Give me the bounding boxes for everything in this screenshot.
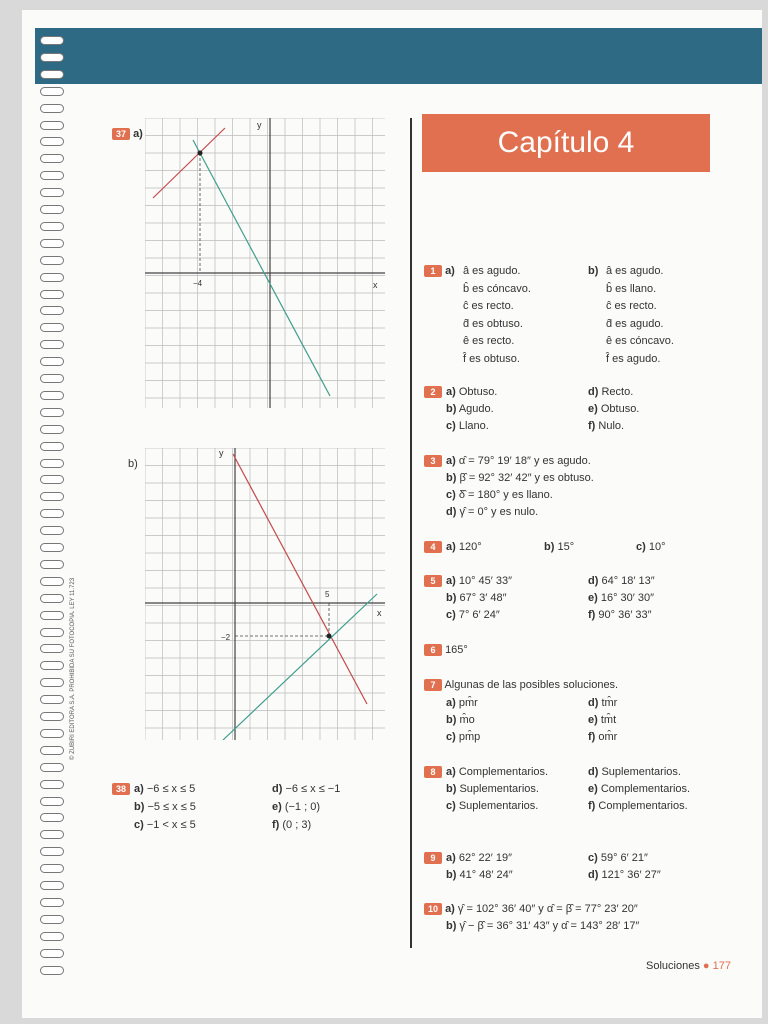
binding-ring [40,830,64,839]
binding-ring [40,813,64,822]
ex1-left-item: f̂ es obtuso. [463,352,520,365]
binding-ring [40,340,64,349]
binding-ring [40,104,64,113]
header-banner [35,28,762,84]
ex5-f: f) 90° 36′ 33″ [588,609,652,621]
binding-ring [40,594,64,603]
ex1-left-item: b̂ es cóncavo. [463,282,531,295]
ex38-c: c) −1 < x ≤ 5 [134,819,196,831]
ex9-number-wrap [424,852,442,864]
ex38-number: 38 [112,783,130,795]
ex2-d: d) Recto. [588,386,634,398]
binding-ring [40,425,64,434]
graph-a-y-label: y [257,120,262,130]
binding-ring [40,864,64,873]
binding-ring [40,712,64,721]
ex1-left-item: ĉ es recto. [463,300,514,312]
binding-ring [40,881,64,890]
binding-ring [40,797,64,806]
binding-ring [40,475,64,484]
ex1-right-item: b̂ es llano. [606,282,657,295]
ex1-left-item: ê es recto. [463,335,515,347]
binding-ring [40,678,64,687]
ex3-number: 3 [424,455,442,467]
ex3-number-wrap [424,455,442,467]
ex7-e: e) tm̂t [588,714,617,726]
ex2-a: a) Obtuso. [446,386,498,398]
binding-ring [40,374,64,383]
binding-ring [40,53,64,62]
ex8-f: f) Complementarios. [588,800,688,812]
ex2-f: f) Nulo. [588,420,625,432]
ex2-b: b) Agudo. [446,403,494,415]
graph-b-x-label: x [377,608,382,618]
binding-ring [40,492,64,501]
graph-a-red-line [153,128,225,198]
binding-ring [40,357,64,366]
binding-ring [40,526,64,535]
ex1-left-item: â es agudo. [463,265,521,277]
binding-ring [40,154,64,163]
ex38-number-wrap [112,783,130,795]
binding-ring [40,87,64,96]
binding-ring [40,644,64,653]
binding-ring [40,780,64,789]
ex8-number-wrap [424,766,442,778]
ex1-right-item: ê es cóncavo. [606,335,674,347]
ex5-d: d) 64° 18′ 13″ [588,575,655,587]
binding-ring [40,459,64,468]
ex10-a: 10 a) γ̂ = 102° 36′ 40″ y α̂ = β̂ = 77° 23′ 20″ [424,903,638,915]
chapter-title: Capítulo 4 [422,114,710,172]
graph-a-tick: −4 [193,279,203,288]
ex1-right-item: ĉ es recto. [606,300,657,312]
column-divider [410,118,412,948]
ex1-right-item: f̂ es agudo. [606,352,661,365]
ex4-number-wrap [424,541,442,553]
binding-ring [40,121,64,130]
ex4-number: 4 [424,541,442,553]
ex8-d: d) Suplementarios. [588,766,681,778]
ex2-number: 2 [424,386,442,398]
binding-ring [40,932,64,941]
ex10-number: 10 [424,903,442,915]
binding-ring [40,560,64,569]
graph-a [145,118,385,408]
ex9-number: 9 [424,852,442,864]
ex2-c: c) Llano. [446,420,489,432]
ex38-f: f) (0 ; 3) [272,819,312,831]
binding-ring [40,205,64,214]
ex8-c: c) Suplementarios. [446,800,539,812]
binding-ring [40,256,64,265]
ex6-number: 6 [424,644,442,656]
copyright-note: © ZUBIRI EDITORA S.A. PROHIBIDA SU FOTOCOPIA. LEY 11.723 [70,577,76,760]
binding-ring [40,763,64,772]
ex7-a: a) pm̂r [446,697,478,709]
graph-b-green-line [223,594,377,740]
ex1-right-item: d̂ es agudo. [606,317,664,330]
ex6: 6 165° [424,644,468,656]
binding-ring [40,70,64,79]
ex10-b: b) γ̂ − β̂ = 36° 31′ 43″ y α̂ = 143° 28′ 17″ [446,920,640,932]
ex1-number-wrap: 1 a) [424,265,455,277]
binding-ring [40,611,64,620]
binding-ring [40,323,64,332]
binding-ring [40,847,64,856]
binding-ring [40,222,64,231]
ex5-a: a) 10° 45′ 33″ [446,575,513,587]
ex5-number-wrap [424,575,442,587]
binding-ring [40,729,64,738]
graph-a-green-line [193,140,330,396]
ex1-number: 1 [424,265,442,277]
ex8-number: 8 [424,766,442,778]
ex8-e: e) Complementarios. [588,783,691,795]
ex38-d: d) −6 ≤ x ≤ −1 [272,783,341,795]
ex1-left-item: d̂ es obtuso. [463,317,523,330]
binding-ring [40,290,64,299]
ex3-c: c) δ̂ = 180° y es llano. [446,489,553,501]
binding-ring [40,239,64,248]
ex38-b: b) −5 ≤ x ≤ 5 [134,801,196,813]
binding-ring [40,273,64,282]
ex8-a: a) Complementarios. [446,766,549,778]
binding-ring [40,966,64,975]
ex37-number: 37 [112,128,130,140]
binding-ring [40,628,64,637]
ex1-right-item: â es agudo. [606,265,664,277]
ex9-b: b) 41° 48′ 24″ [446,869,513,881]
binding-ring [40,898,64,907]
ex9-c: c) 59° 6′ 21″ [588,852,648,864]
ex9-a: a) 62° 22′ 19″ [446,852,513,864]
ex7-d: d) tm̂r [588,697,618,709]
binding-ring [40,188,64,197]
binding-ring [40,577,64,586]
binding-ring [40,949,64,958]
ex7: 7 Algunas de las posibles soluciones. [424,679,618,691]
binding-ring [40,695,64,704]
binding-ring [40,391,64,400]
ex5-b: b) 67° 3′ 48″ [446,592,507,604]
ex4-b: b) 15° [544,541,575,553]
binding-ring [40,543,64,552]
ex4-a: a) 120° [446,541,482,553]
graph-b-tick-x: 5 [325,590,330,599]
graph-b-intersection [327,634,332,639]
ex4-c: c) 10° [636,541,666,553]
binding-ring [40,137,64,146]
graph-b [145,448,385,740]
graph-a-x-label: x [373,280,378,290]
ex9-d: d) 121° 36′ 27″ [588,869,661,881]
ex3-a: a) α̂ = 79° 19′ 18″ y es agudo. [446,455,591,467]
ex7-b: b) m̂o [446,714,475,726]
graph-b-label: b) [128,458,138,470]
ex2-e: e) Obtuso. [588,403,640,415]
ex7-number: 7 [424,679,442,691]
ex38-e: e) (−1 ; 0) [272,801,320,813]
binding-ring [40,36,64,45]
ex7-f: f) om̂r [588,731,618,743]
graph-b-tick-y: −2 [221,633,231,642]
ex37-header [112,128,143,140]
graph-b-y-label: y [219,448,224,458]
binding-ring [40,306,64,315]
graph-a-intersection [198,151,203,156]
binding-ring [40,171,64,180]
page-footer: Soluciones ● 177 [646,960,731,972]
ex5-c: c) 7° 6′ 24″ [446,609,500,621]
ex38-a: a) −6 ≤ x ≤ 5 [134,783,196,795]
graph-a-label: a) [133,128,143,140]
binding-ring [40,509,64,518]
binding-ring [40,442,64,451]
ex5-e: e) 16° 30′ 30″ [588,592,655,604]
ex8-b: b) Suplementarios. [446,783,539,795]
ex7-c: c) pm̂p [446,731,481,743]
binding-ring [40,746,64,755]
ex1-b-label: b) [588,265,599,277]
binding-ring [40,408,64,417]
ex5-number: 5 [424,575,442,587]
binding-ring [40,915,64,924]
ex2-number-wrap [424,386,442,398]
ex3-d: d) γ̂ = 0° y es nulo. [446,506,539,518]
binding-ring [40,661,64,670]
ex3-b: b) β̂ = 92° 32′ 42″ y es obtuso. [446,472,594,484]
